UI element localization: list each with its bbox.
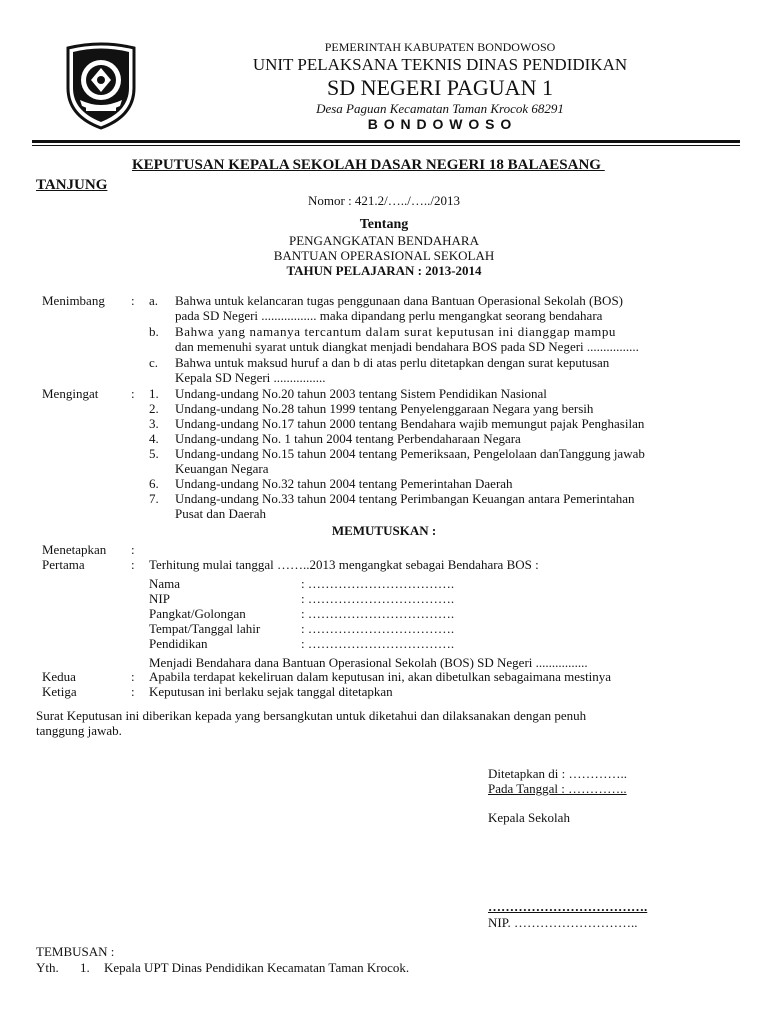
list-marker: 7. xyxy=(149,491,159,506)
field-value: : ……………………………. xyxy=(301,621,455,636)
tembusan-title: TEMBUSAN : xyxy=(36,944,115,959)
field-label: Nama xyxy=(149,576,181,591)
closing-paragraph: Surat Keputusan ini diberikan kepada yang bersangkutan untuk diketahui dan dilaksanakan dengan penuh xyxy=(36,708,587,723)
menimbang-label: Menimbang xyxy=(42,293,105,308)
signature-date: Pada Tanggal : ………….. xyxy=(488,781,627,796)
decree-title: KEPUTUSAN KEPALA SEKOLAH DASAR NEGERI 18 BALAESANG xyxy=(132,157,605,173)
memutuskan-heading: MEMUTUSKAN : xyxy=(331,523,437,538)
header-school: SD NEGERI PAGUAN 1 xyxy=(327,75,553,100)
list-item-text: Undang-undang No.20 tahun 2003 tentang Sistem Pendidikan Nasional xyxy=(175,386,547,401)
menetapkan-colon: : xyxy=(131,542,135,557)
field-value: : ……………………………. xyxy=(301,591,455,606)
header-unit: UNIT PELAKSANA TEKNIS DINAS PENDIDIKAN xyxy=(252,55,628,74)
list-marker: c. xyxy=(149,355,159,370)
list-marker: 6. xyxy=(149,476,159,491)
regency-crest-icon xyxy=(60,40,142,130)
list-item-text: Bahwa untuk maksud huruf a dan b di atas perlu ditetapkan dengan surat keputusan xyxy=(175,355,610,370)
header-government: PEMERINTAH KABUPATEN BONDOWOSO xyxy=(324,40,556,54)
subject-line-2: BANTUAN OPERASIONAL SEKOLAH xyxy=(273,248,495,263)
signature-name-line: ………………………………. xyxy=(488,899,648,914)
header-city: B O N D O W O S O xyxy=(367,116,513,132)
field-label: Pangkat/Golongan xyxy=(149,606,246,621)
ketiga-label: Ketiga xyxy=(42,684,77,699)
signature-place: Ditetapkan di : ………….. xyxy=(488,766,628,781)
kedua-text: Apabila terdapat kekeliruan dalam keputusan ini, akan dibetulkan sebagaimana mestinya xyxy=(149,669,612,684)
header-divider xyxy=(32,140,740,146)
mengingat-colon: : xyxy=(131,386,135,401)
list-marker: 5. xyxy=(149,446,159,461)
subject-line-3: TAHUN PELAJARAN : 2013-2014 xyxy=(286,263,482,278)
field-value: : ……………………………. xyxy=(301,576,455,591)
pertama-closing: Menjadi Bendahara dana Bantuan Operasional Sekolah (BOS) SD Negeri ................ xyxy=(149,655,588,670)
list-item-text: Bahwa yang namanya tercantum dalam surat keputusan ini dianggap mampu xyxy=(175,324,617,339)
kedua-colon: : xyxy=(131,669,135,684)
decree-title-cont: TANJUNG xyxy=(36,177,108,193)
signature-title: Kepala Sekolah xyxy=(488,810,570,825)
list-marker: 3. xyxy=(149,416,159,431)
subject-line-1: PENGANGKATAN BENDAHARA xyxy=(289,233,479,248)
tembusan-yth: Yth. xyxy=(36,960,59,975)
list-marker: b. xyxy=(149,324,159,339)
list-item-text: Undang-undang No.17 tahun 2000 tentang Bendahara wajib memungut pajak Penghasilan xyxy=(175,416,645,431)
kedua-label: Kedua xyxy=(42,669,76,684)
menimbang-colon: : xyxy=(131,293,135,308)
tentang-heading: Tentang xyxy=(359,217,409,232)
field-label: NIP xyxy=(149,591,170,606)
list-item-text: pada SD Negeri ................. maka dipandang perlu mengangkat seorang bendahara xyxy=(175,308,603,323)
pertama-text: Terhitung mulai tanggal ……..2013 mengangkat sebagai Bendahara BOS : xyxy=(149,557,539,572)
list-marker: 1. xyxy=(149,386,159,401)
list-item-text: Keuangan Negara xyxy=(175,461,269,476)
list-item-text: Pusat dan Daerah xyxy=(175,506,266,521)
list-item-text: dan memenuhi syarat untuk diangkat menjadi bendahara BOS pada SD Negeri ................ xyxy=(175,339,639,354)
mengingat-label: Mengingat xyxy=(42,386,99,401)
pertama-label: Pertama xyxy=(42,557,85,572)
list-marker: 4. xyxy=(149,431,159,446)
list-item-text: Bahwa untuk kelancaran tugas penggunaan dana Bantuan Operasional Sekolah (BOS) xyxy=(175,293,624,308)
pertama-colon: : xyxy=(131,557,135,572)
list-item-text: Kepala SD Negeri ................ xyxy=(175,370,326,385)
field-value: : ……………………………. xyxy=(301,636,455,651)
list-item-text: Undang-undang No.28 tahun 1999 tentang Penyelenggaraan Negara yang bersih xyxy=(175,401,594,416)
list-item-text: Undang-undang No.15 tahun 2004 tentang Pemeriksaan, Pengelolaan danTanggung jawab xyxy=(175,446,645,461)
list-item-text: Undang-undang No.33 tahun 2004 tentang Perimbangan Keuangan antara Pemerintahan xyxy=(175,491,635,506)
list-item-text: Undang-undang No.32 tahun 2004 tentang Pemerintahan Daerah xyxy=(175,476,513,491)
list-marker: a. xyxy=(149,293,159,308)
signature-nip: NIP. ……………………….. xyxy=(488,915,638,930)
ketiga-text: Keputusan ini berlaku sejak tanggal ditetapkan xyxy=(149,684,393,699)
tembusan-recipient: Kepala UPT Dinas Pendidikan Kecamatan Taman Krocok. xyxy=(104,960,410,975)
list-item-text: Undang-undang No. 1 tahun 2004 tentang Perbendaharaan Negara xyxy=(175,431,521,446)
decree-number: Nomor : 421.2/…../…../2013 xyxy=(307,193,461,208)
closing-paragraph-cont: tanggung jawab. xyxy=(36,723,122,738)
field-value: : ……………………………. xyxy=(301,606,455,621)
field-label: Tempat/Tanggal lahir xyxy=(149,621,261,636)
header-address: Desa Paguan Kecamatan Taman Krocok 68291 xyxy=(316,101,564,116)
tembusan-number: 1. xyxy=(80,960,90,975)
menetapkan-label: Menetapkan xyxy=(42,542,107,557)
field-label: Pendidikan xyxy=(149,636,208,651)
ketiga-colon: : xyxy=(131,684,135,699)
list-marker: 2. xyxy=(149,401,159,416)
